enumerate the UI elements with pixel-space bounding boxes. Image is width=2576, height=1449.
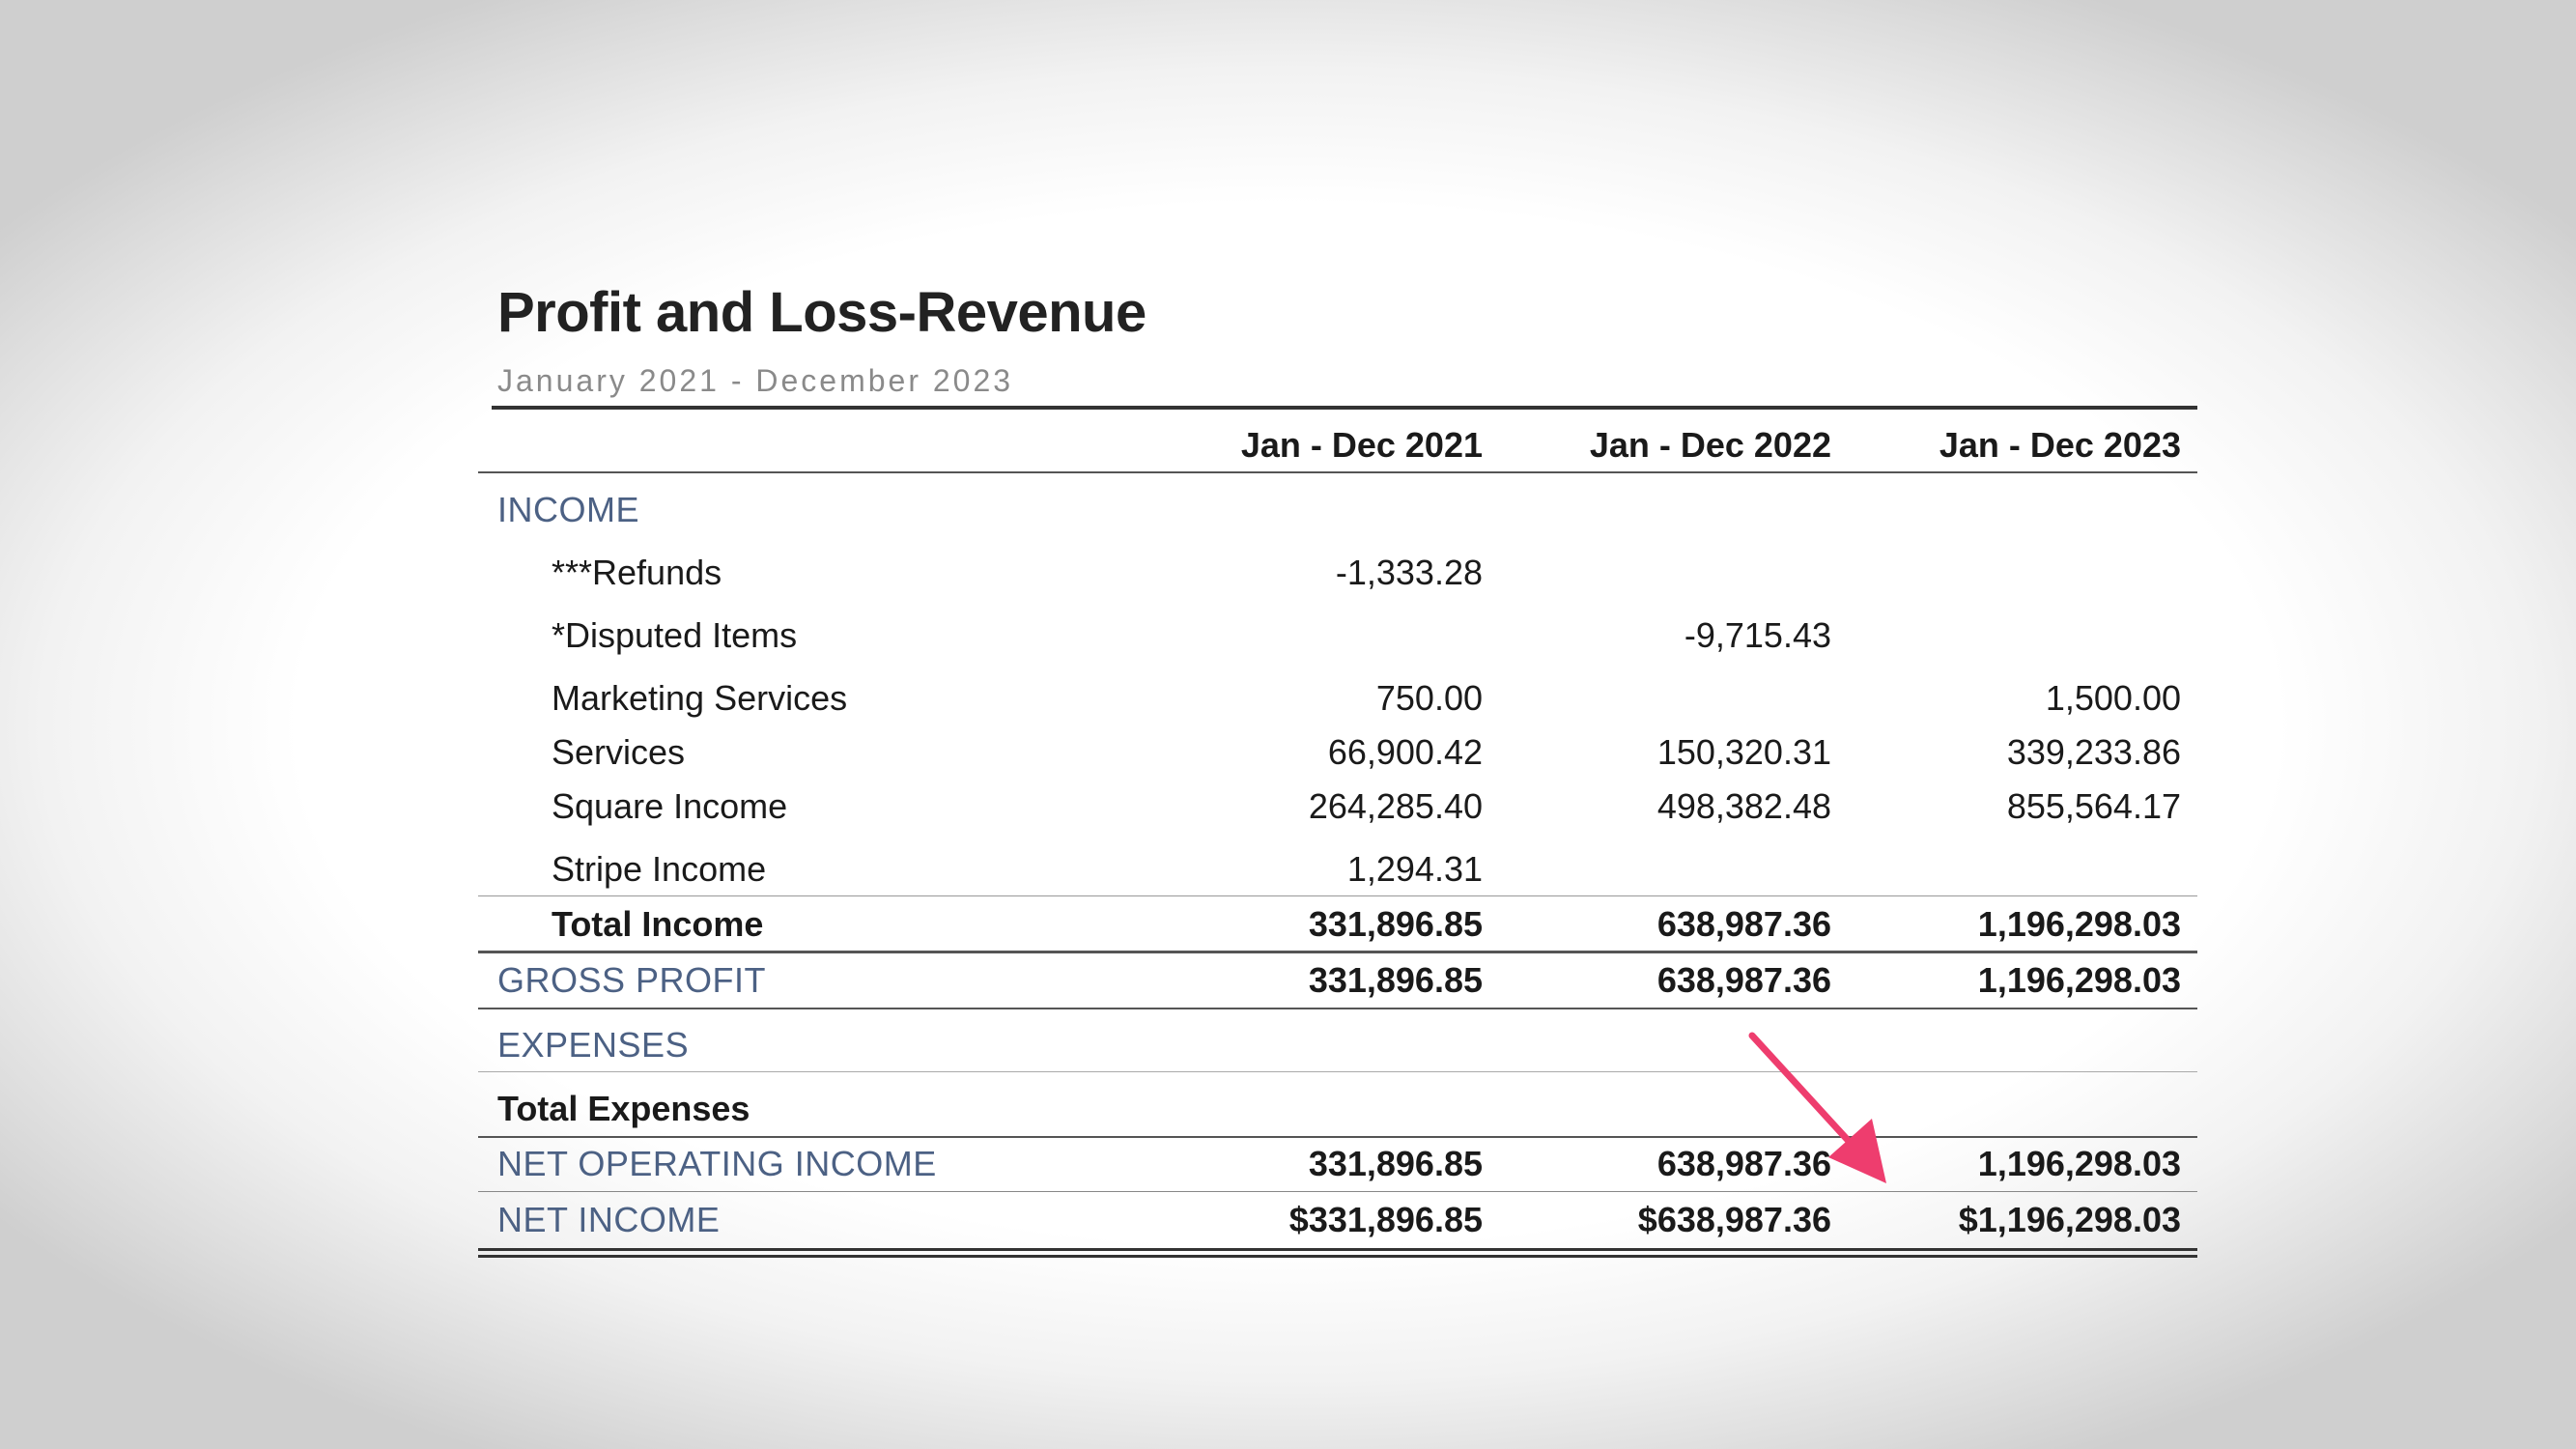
value-2022: 638,987.36 (1656, 1144, 1831, 1183)
value-2022: 150,320.31 (1656, 732, 1831, 772)
row-label: Services (552, 732, 686, 772)
value-2022: 638,987.36 (1656, 960, 1831, 1000)
value-2023: 855,564.17 (2006, 786, 2181, 826)
report-title: Profit and Loss-Revenue (497, 281, 1146, 344)
value-2021: 331,896.85 (1308, 960, 1483, 1000)
row-label: NET OPERATING INCOME (497, 1144, 937, 1183)
value-2021: 331,896.85 (1308, 904, 1483, 944)
column-header-2022: Jan - Dec 2022 (1589, 425, 1831, 465)
value-2023: 1,196,298.03 (1977, 960, 2181, 1000)
value-2021: 750.00 (1375, 678, 1483, 718)
row-label: Total Income (552, 904, 764, 944)
row-label: Square Income (552, 786, 788, 826)
row-label: ***Refunds (552, 553, 722, 592)
value-2022: 498,382.48 (1656, 786, 1831, 826)
value-2022: $638,987.36 (1637, 1200, 1831, 1239)
row-label: EXPENSES (497, 1025, 690, 1065)
value-2023: 1,500.00 (2045, 678, 2181, 718)
value-2021: 1,294.31 (1346, 849, 1483, 889)
value-2021: -1,333.28 (1335, 553, 1483, 592)
value-2022: 638,987.36 (1656, 904, 1831, 944)
value-2023: 1,196,298.03 (1977, 904, 2181, 944)
row-label: Total Expenses (497, 1089, 750, 1128)
value-2023: 339,233.86 (2006, 732, 2181, 772)
row-label: *Disputed Items (552, 615, 798, 655)
column-header-2021: Jan - Dec 2021 (1240, 425, 1483, 465)
value-2021: 264,285.40 (1308, 786, 1483, 826)
value-2023: $1,196,298.03 (1958, 1200, 2181, 1239)
value-2023: 1,196,298.03 (1977, 1144, 2181, 1183)
row-label: Stripe Income (552, 849, 767, 889)
row-label: GROSS PROFIT (497, 960, 767, 1000)
column-header-2023: Jan - Dec 2023 (1939, 425, 2181, 465)
value-2021: $331,896.85 (1288, 1200, 1483, 1239)
row-label: Marketing Services (552, 678, 848, 718)
value-2021: 331,896.85 (1308, 1144, 1483, 1183)
value-2022: -9,715.43 (1684, 615, 1831, 655)
value-2021: 66,900.42 (1327, 732, 1483, 772)
row-label: NET INCOME (497, 1200, 721, 1239)
report-date-range: January 2021 - December 2023 (497, 363, 1014, 398)
row-label: INCOME (497, 490, 639, 529)
